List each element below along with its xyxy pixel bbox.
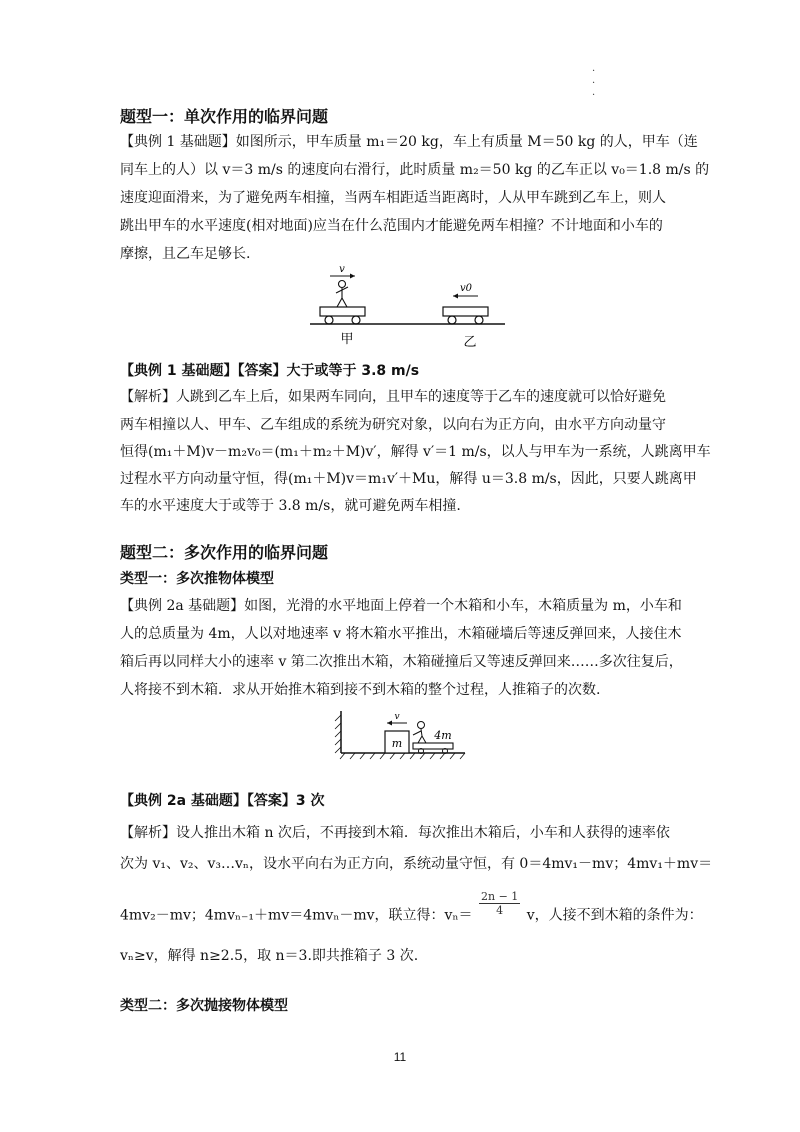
analysis1-line-5: 车的水平速度大于或等于 3.8 m/s，就可避免两车相撞. (120, 498, 461, 514)
fraction-denominator: 4 (496, 904, 504, 917)
person-body (336, 287, 348, 307)
analysis2-line-3-end: v，人接不到木箱的条件为： (526, 907, 703, 924)
section2-title: 题型二：多次作用的临界问题 (120, 543, 329, 562)
analysis1-line-2: 两车相撞以人、甲车、乙车组成的系统为研究对象，以向右为正方向，由水平方向动量守 (120, 417, 666, 433)
analysis1-line-1: 【解析】人跳到乙车上后，如果两车同向，且甲车的速度等于乙车的速度就可以恰好避免 (120, 389, 666, 405)
person2-head (418, 722, 425, 729)
example1-line-5: 摩擦，且乙车足够长. (120, 246, 251, 262)
fraction-numerator: 2n − 1 (480, 890, 519, 903)
analysis1-line-4: 过程水平方向动量守恒，得(m₁＋M)v＝m₁v′＋Mu，解得 u＝3.8 m/s，因此，只要人跳离甲 (120, 471, 697, 487)
label-cart-4m: 4m (434, 729, 452, 742)
person-head (339, 281, 346, 288)
section3-subtitle: 类型二：多次抛接物体模型 (120, 998, 288, 1014)
cart-b-body (443, 307, 488, 316)
person2-body (413, 729, 426, 743)
cart-b-wheel-2 (475, 316, 483, 324)
fraction-vn (479, 890, 520, 917)
example2-line-3: 箱后再以同样大小的速率 v 第二次推出木箱，木箱碰撞后又等速反弹回来……多次往复后， (120, 654, 683, 670)
example1-line-2: 同车上的人）以 v＝3 m/s 的速度向右滑行，此时质量 m₂＝50 kg 的乙车正以 v₀＝1.8 m/s 的 (120, 162, 710, 178)
label-v-box: v (394, 712, 400, 722)
example2-line-4: 人将接不到木箱．求从开始推木箱到接不到木箱的整个过程，人推箱子的次数. (120, 682, 601, 698)
cart-b-wheel-1 (448, 316, 456, 324)
example1-line-1: 【典例 1 基础题】如图所示，甲车质量 m₁＝20 kg，车上有质量 M＝50 kg 的人，甲车（连 (120, 134, 698, 150)
example1-answer: 【典例 1 基础题】【答案】大于或等于 3.8 m/s (120, 363, 420, 379)
analysis2-line-3 (120, 890, 703, 929)
wall-hatch (335, 715, 341, 753)
example2-line-2: 人的总质量为 4m，人以对地速率 v 将木箱水平推出，木箱碰墙后等速反弹回来，人接住木 (120, 626, 682, 642)
label-v0: v0 (459, 283, 473, 294)
corner-marks: · · · (592, 66, 596, 101)
analysis2-line-2: 次为 v₁、v₂、v₃…vₙ，设水平向右为正方向，系统动量守恒，有 0＝4mv₁－mv；4mv₁＋mv＝ (120, 856, 713, 872)
floor-hatch (340, 753, 465, 759)
analysis1-line-3: 恒得(m₁＋M)v－m₂v₀＝(m₁＋m₂＋M)v′，解得 v′＝1 m/s，以人与甲车为一系统，人跳离甲车 (120, 444, 711, 460)
cart-4m-body (413, 743, 453, 749)
label-cart-b: 乙 (463, 335, 477, 350)
label-box-m: m (391, 737, 403, 750)
figure-box-cart (325, 705, 475, 763)
analysis2-line-4: vₙ≥v，解得 n≥2.5，取 n＝3.即共推箱子 3 次. (120, 948, 419, 964)
example2-answer: 【典例 2a 基础题】【答案】3 次 (120, 793, 325, 809)
section2-subtitle: 类型一：多次推物体模型 (120, 571, 274, 587)
cart-a-wheel-2 (352, 316, 360, 324)
analysis2-line-3-start: 4mv₂－mv；4mvₙ₋₁＋mv＝4mvₙ－mv，联立得：vₙ＝ (120, 907, 473, 924)
example1-line-3: 速度迎面滑来，为了避免两车相撞，当两车相距适当距离时，人从甲车跳到乙车上，则人 (120, 190, 666, 206)
page-number: 11 (393, 1050, 407, 1064)
section1-title: 题型一：单次作用的临界问题 (120, 107, 329, 126)
cart-a-wheel-1 (325, 316, 333, 324)
cart-a-body (320, 307, 365, 316)
example1-line-4: 跳出甲车的水平速度(相对地面)应当在什么范围内才能避免两车相撞？不计地面和小车的 (120, 218, 663, 234)
figure-two-carts (300, 262, 515, 352)
label-v: v (339, 264, 345, 275)
label-cart-a: 甲 (340, 332, 354, 347)
example2-line-1: 【典例 2a 基础题】如图，光滑的水平地面上停着一个木箱和小车，木箱质量为 m，小车和 (120, 598, 682, 614)
analysis2-line-1: 【解析】设人推出木箱 n 次后，不再接到木箱．每次推出木箱后，小车和人获得的速率依 (120, 825, 670, 841)
